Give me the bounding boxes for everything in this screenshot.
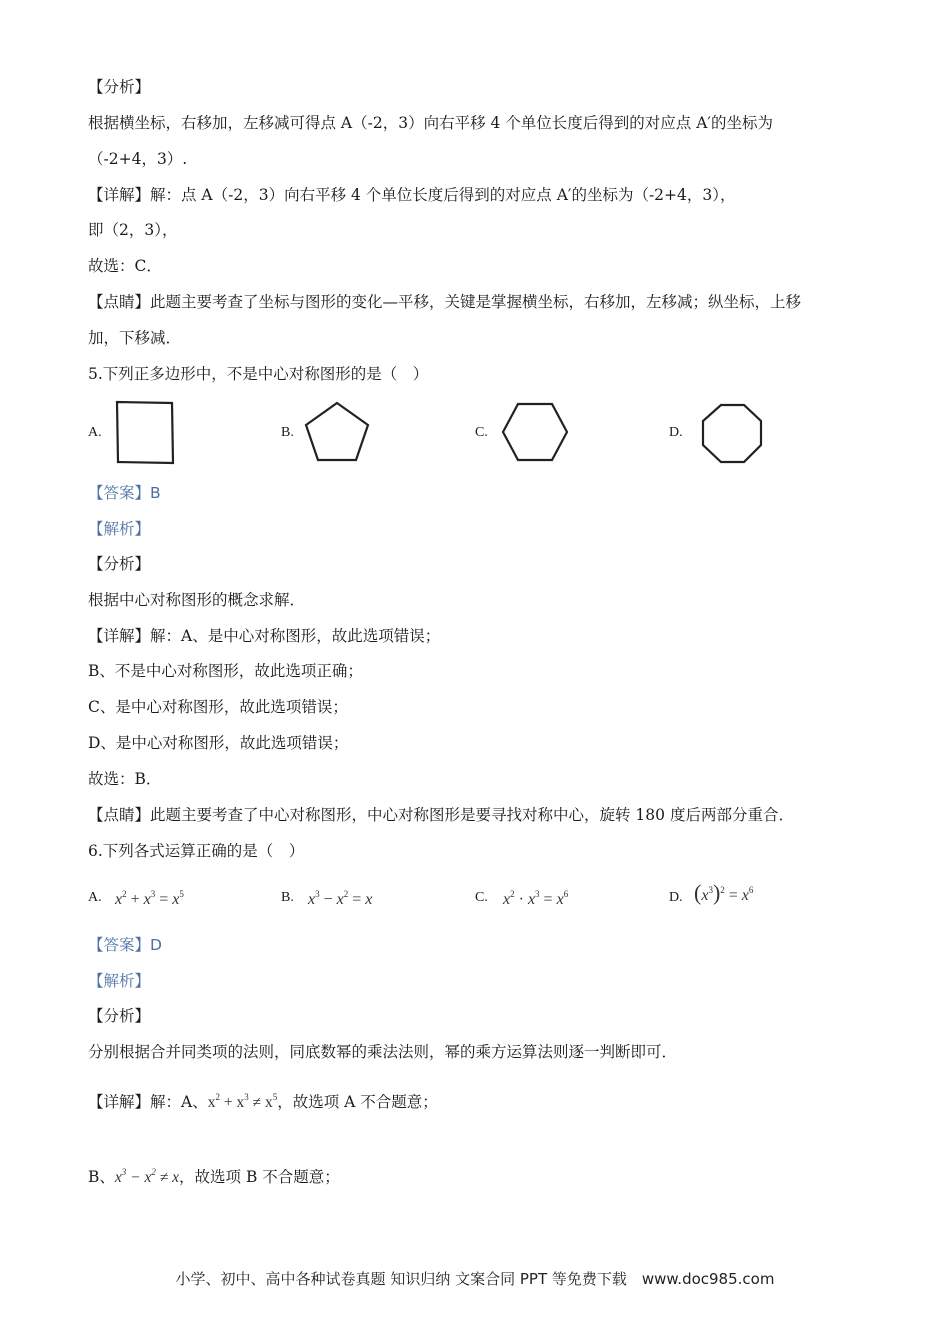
q4-detail-2: 即（2，3），: [88, 221, 178, 239]
q4-detail-1: 【详解】解：点 A（-2，3）向右平移 4 个单位长度后得到的对应点 A′的坐标为（-2+4，3），: [88, 186, 736, 204]
q6-option-b-expr: $x^3 - x^2 = x$: [308, 889, 373, 908]
q6-option-a-expr: $x^2 + x^3 = x^5$: [115, 889, 184, 908]
q6-detail-a-suffix: ，故选项 A 不合题意；: [277, 1093, 438, 1111]
q6-analysis-label: 【分析】: [88, 1007, 151, 1025]
q6-question: 6.下列各式运算正确的是（ ）: [88, 842, 305, 860]
q6-detail-a-prefix: 【详解】解：A、: [88, 1093, 208, 1111]
q4-tip-1: 【点睛】此题主要考查了坐标与图形的变化—平移，关键是掌握横坐标，右移加，左移减；纵坐标，上移: [88, 293, 802, 311]
q5-option-c-label: C.: [475, 425, 488, 440]
q6-option-d-label: D.: [669, 890, 683, 905]
q6-answer: 【答案】D: [88, 936, 162, 954]
q6-detail-a-expr: $x^2 + x^3 \ne x^5$: [207, 1092, 278, 1111]
q5-question: 5.下列正多边形中，不是中心对称图形的是（ ）: [88, 365, 429, 383]
q5-detail-4: D、是中心对称图形，故此选项错误；: [88, 734, 349, 752]
q5-tip: 【点睛】此题主要考查了中心对称图形，中心对称图形是要寻找对称中心，旋转 180 度后两部分重合．: [88, 806, 794, 824]
q6-option-c-label: C.: [475, 890, 488, 905]
q5-square-figure: [114, 400, 176, 466]
q5-analysis-label: 【分析】: [88, 555, 151, 573]
q6-option-a-label: A.: [88, 890, 102, 905]
q4-analysis-text-1: 根据横坐标，右移加，左移减可得点 A（-2，3）向右平移 4 个单位长度后得到的对应点 A′的坐标为: [88, 114, 773, 132]
q4-choice: 故选：C．: [88, 257, 162, 275]
q5-octagon-figure: [699, 402, 765, 466]
q5-detail-1: 【详解】解：A、是中心对称图形，故此选项错误；: [88, 627, 441, 645]
q6-detail-b-prefix: B、: [88, 1168, 115, 1186]
q6-detail-b-expr: $x^3 - x^2 \ne x$: [114, 1167, 180, 1186]
q6-analysis-text: 分别根据合并同类项的法则，同底数幂的乘法法则，幂的乘方运算法则逐一判断即可．: [88, 1043, 678, 1061]
q5-answer: 【答案】B: [88, 484, 161, 502]
q5-hexagon-figure: [500, 401, 570, 463]
page-footer: 小学、初中、高中各种试卷真题 知识归纳 文案合同 PPT 等免费下载 www.doc985.com: [175, 1270, 775, 1288]
q5-pentagon-figure: [302, 400, 372, 464]
q5-analysis-text: 根据中心对称图形的概念求解．: [88, 591, 306, 609]
q5-option-a-label: A.: [88, 425, 102, 440]
q5-option-b-label: B.: [281, 425, 294, 440]
q4-analysis-label: 【分析】: [88, 78, 151, 96]
q5-option-d-label: D.: [669, 425, 683, 440]
q6-solution-label: 【解析】: [88, 972, 151, 990]
q6-detail-a: [88, 1087, 438, 1113]
q4-analysis-text-2: （-2+4，3）.: [88, 150, 188, 168]
q6-option-c-expr: $x^2 \cdot x^3 = x^6$: [503, 889, 569, 908]
q5-solution-label: 【解析】: [88, 520, 151, 538]
q4-tip-2: 加，下移减．: [88, 329, 182, 347]
q6-option-d-expr: $(x^3)^2 = x^6$: [694, 880, 754, 905]
q5-detail-2: B、不是中心对称图形，故此选项正确；: [88, 662, 363, 680]
q6-option-b-label: B.: [281, 890, 294, 905]
q6-detail-b-suffix: ，故选项 B 不合题意；: [179, 1168, 340, 1186]
q5-detail-3: C、是中心对称图形，故此选项错误；: [88, 698, 348, 716]
q6-detail-b: [88, 1162, 340, 1188]
q5-choice: 故选：B．: [88, 770, 162, 788]
